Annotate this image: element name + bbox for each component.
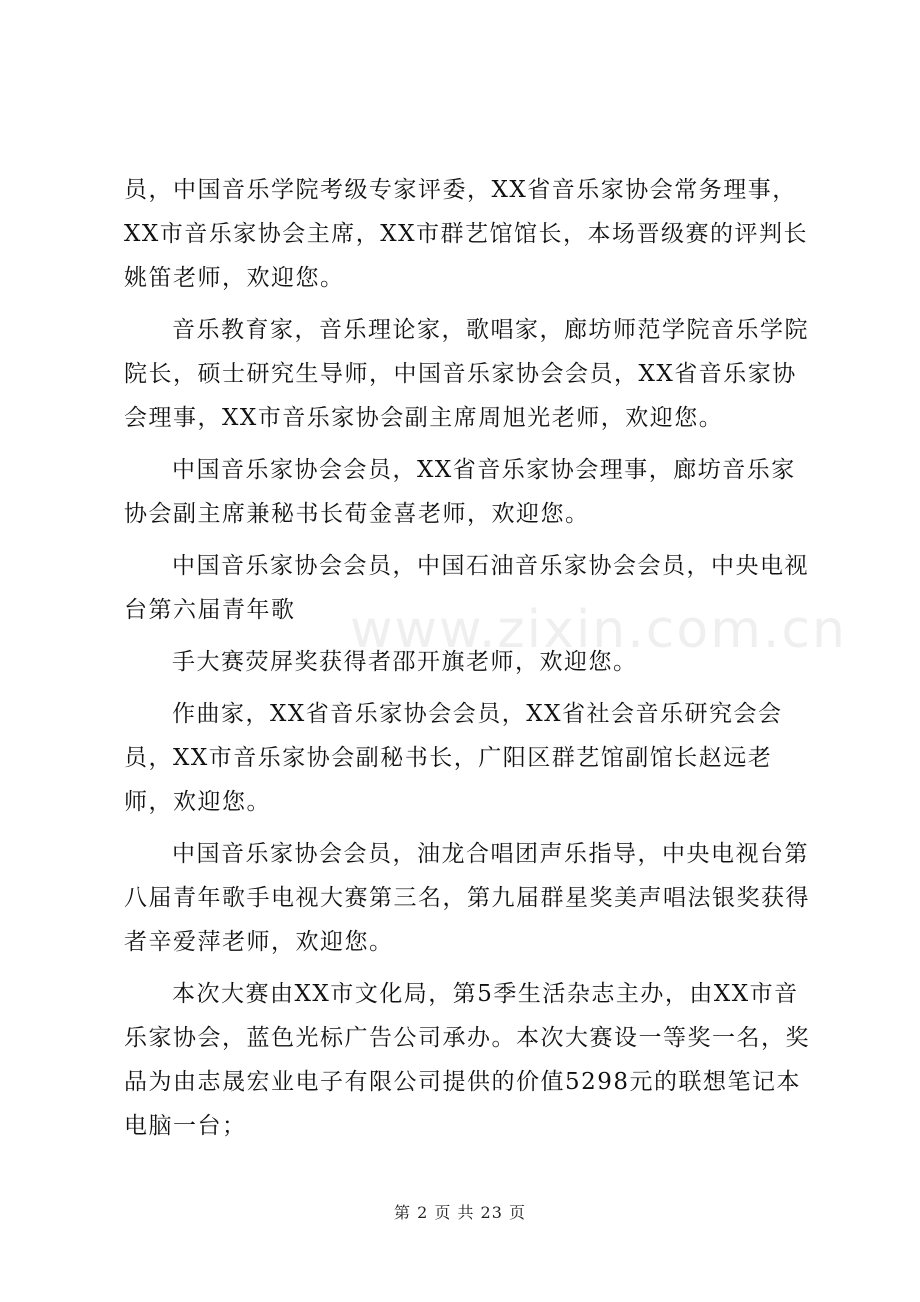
paragraph-p7: 中国音乐家协会会员，油龙合唱团声乐指导，中央电视台第八届青年歌手电视大赛第三名，第九届群星奖美声唱法银奖获得者辛爱萍老师，欢迎您。 [124,841,810,955]
paragraph-p1: 员，中国音乐学院考级专家评委，XX省音乐家协会常务理事，XX市音乐家协会主席，XX市群艺馆馆长，本场晋级赛的评判长姚笛老师，欢迎您。 [124,177,808,291]
paragraph-p8: 本次大赛由XX市文化局，第5季生活杂志主办，由XX市音乐家协会，蓝色光标广告公司承办。本次大赛设一等奖一名，奖品为由志晟宏业电子有限公司提供的价值5298元的联想笔记本电脑一台； [124,981,810,1139]
paragraph-p5: 手大赛荧屏奖获得者邵开旗老师，欢迎您。 [172,649,638,675]
page-footer: 第 2 页 共 23 页 [394,1203,526,1222]
watermark: www.zixin.com.cn [350,600,847,660]
paragraph-p6: 作曲家，XX省音乐家协会会员，XX省社会音乐研究会会员，XX市音乐家协会副秘书长，广阳区群艺馆副馆长赵远老师，欢迎您。 [124,701,783,815]
paragraph-p2: 音乐教育家，音乐理论家，歌唱家，廊坊师范学院音乐学院院长，硕士研究生导师，中国音乐家协会会员，XX省音乐家协会理事，XX市音乐家协会副主席周旭光老师，欢迎您。 [124,317,809,431]
paragraph-p3: 中国音乐家协会会员，XX省音乐家协会理事，廊坊音乐家协会副主席兼秘书长荀金喜老师，欢迎您。 [124,457,796,527]
document-body [124,168,814,1156]
paragraph-p4: 中国音乐家协会会员，中国石油音乐家协会会员，中央电视台第六届青年歌 [124,553,809,623]
